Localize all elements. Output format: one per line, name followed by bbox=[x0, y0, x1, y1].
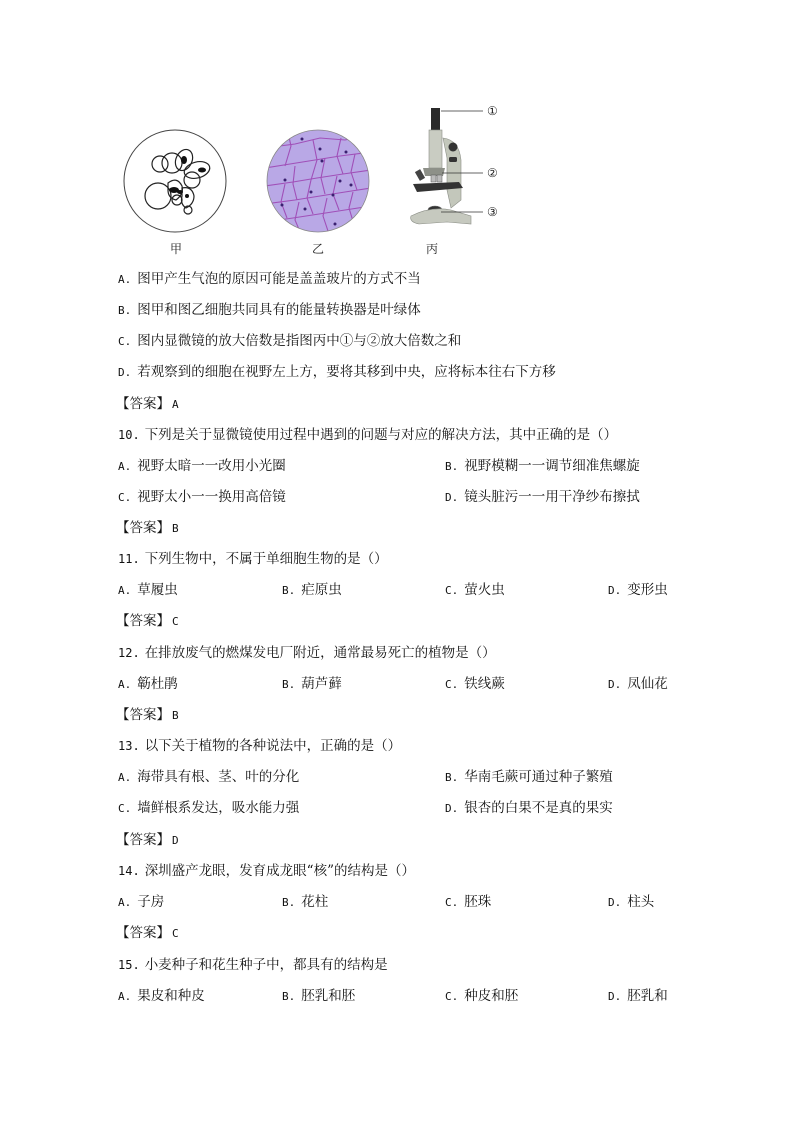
figure-bing-microscope bbox=[401, 100, 501, 232]
figure-jia-bubbles bbox=[122, 128, 228, 234]
q10-option-a: A. 视野太暗一一改用小光圈 bbox=[118, 458, 286, 474]
figure-caption-jia: 甲 bbox=[170, 242, 183, 256]
q9-option-c: C. 图内显微镜的放大倍数是指图丙中①与②放大倍数之和 bbox=[118, 333, 462, 349]
q11-option-d: D. 变形虫 bbox=[608, 582, 668, 598]
q9-answer: 【答案】 A bbox=[116, 396, 179, 412]
q12-stem: 12. 在排放废气的燃煤发电厂附近，通常最易死亡的植物是（） bbox=[118, 645, 496, 661]
q12-option-c: C. 铁线蕨 bbox=[445, 676, 505, 692]
q14-option-c: C. 胚珠 bbox=[445, 894, 492, 910]
q15-option-b: B. 胚乳和胚 bbox=[282, 988, 356, 1004]
q15-option-a: A. 果皮和种皮 bbox=[118, 988, 205, 1004]
figure-row bbox=[118, 100, 518, 260]
q12-option-b: B. 葫芦藓 bbox=[282, 676, 342, 692]
q13-option-c: C. 墙鲜根系发达，吸水能力强 bbox=[118, 800, 300, 816]
q10-stem: 10. 下列是关于显微镜使用过程中遇到的问题与对应的解决方法，其中正确的是（） bbox=[118, 427, 618, 443]
q13-option-d: D. 银杏的白果不是真的果实 bbox=[445, 800, 613, 816]
q10-answer: 【答案】 B bbox=[116, 520, 179, 536]
q12-answer: 【答案】 B bbox=[116, 707, 179, 723]
q11-option-c: C. 萤火虫 bbox=[445, 582, 505, 598]
q14-option-b: B. 花柱 bbox=[282, 894, 329, 910]
q14-stem: 14. 深圳盛产龙眼，发育成龙眼“核”的结构是（） bbox=[118, 863, 415, 879]
q15-stem: 15. 小麦种子和花生种子中，都具有的结构是 bbox=[118, 957, 388, 973]
figure-caption-yi: 乙 bbox=[312, 242, 325, 256]
figure-caption-bing: 丙 bbox=[426, 242, 439, 256]
q15-option-d: D. 胚乳和 bbox=[608, 988, 668, 1004]
label-objective-2: ② bbox=[487, 166, 498, 180]
q9-option-b: B. 图甲和图乙细胞共同具有的能量转换器是叶绿体 bbox=[118, 302, 421, 318]
q14-option-a: A. 子房 bbox=[118, 894, 165, 910]
q10-option-b: B. 视野模糊一一调节细准焦螺旋 bbox=[445, 458, 640, 474]
q12-option-d: D. 凤仙花 bbox=[608, 676, 668, 692]
q10-option-d: D. 镜头脏污一一用干净纱布擦拭 bbox=[445, 489, 640, 505]
q11-option-b: B. 疟原虫 bbox=[282, 582, 342, 598]
figure-yi-onion-cells bbox=[265, 128, 371, 234]
q12-option-a: A. 簕杜鹃 bbox=[118, 676, 178, 692]
label-eyepiece-1: ① bbox=[487, 104, 498, 118]
q11-option-a: A. 草履虫 bbox=[118, 582, 178, 598]
q14-answer: 【答案】 C bbox=[116, 925, 179, 941]
q13-option-b: B. 华南毛蕨可通过种子繁殖 bbox=[445, 769, 613, 785]
q13-option-a: A. 海带具有根、茎、叶的分化 bbox=[118, 769, 300, 785]
q10-option-c: C. 视野太小一一换用高倍镜 bbox=[118, 489, 286, 505]
q11-answer: 【答案】 C bbox=[116, 613, 179, 629]
q13-stem: 13. 以下关于植物的各种说法中，正确的是（） bbox=[118, 738, 402, 754]
label-mirror-3: ③ bbox=[487, 205, 498, 219]
q9-option-d: D. 若观察到的细胞在视野左上方，要将其移到中央，应将标本往右下方移 bbox=[118, 364, 556, 380]
q11-stem: 11. 下列生物中，不属于单细胞生物的是（） bbox=[118, 551, 388, 567]
q9-option-a: A. 图甲产生气泡的原因可能是盖盖玻片的方式不当 bbox=[118, 271, 421, 287]
q15-option-c: C. 种皮和胚 bbox=[445, 988, 519, 1004]
q14-option-d: D. 柱头 bbox=[608, 894, 655, 910]
q13-answer: 【答案】 D bbox=[116, 832, 179, 848]
